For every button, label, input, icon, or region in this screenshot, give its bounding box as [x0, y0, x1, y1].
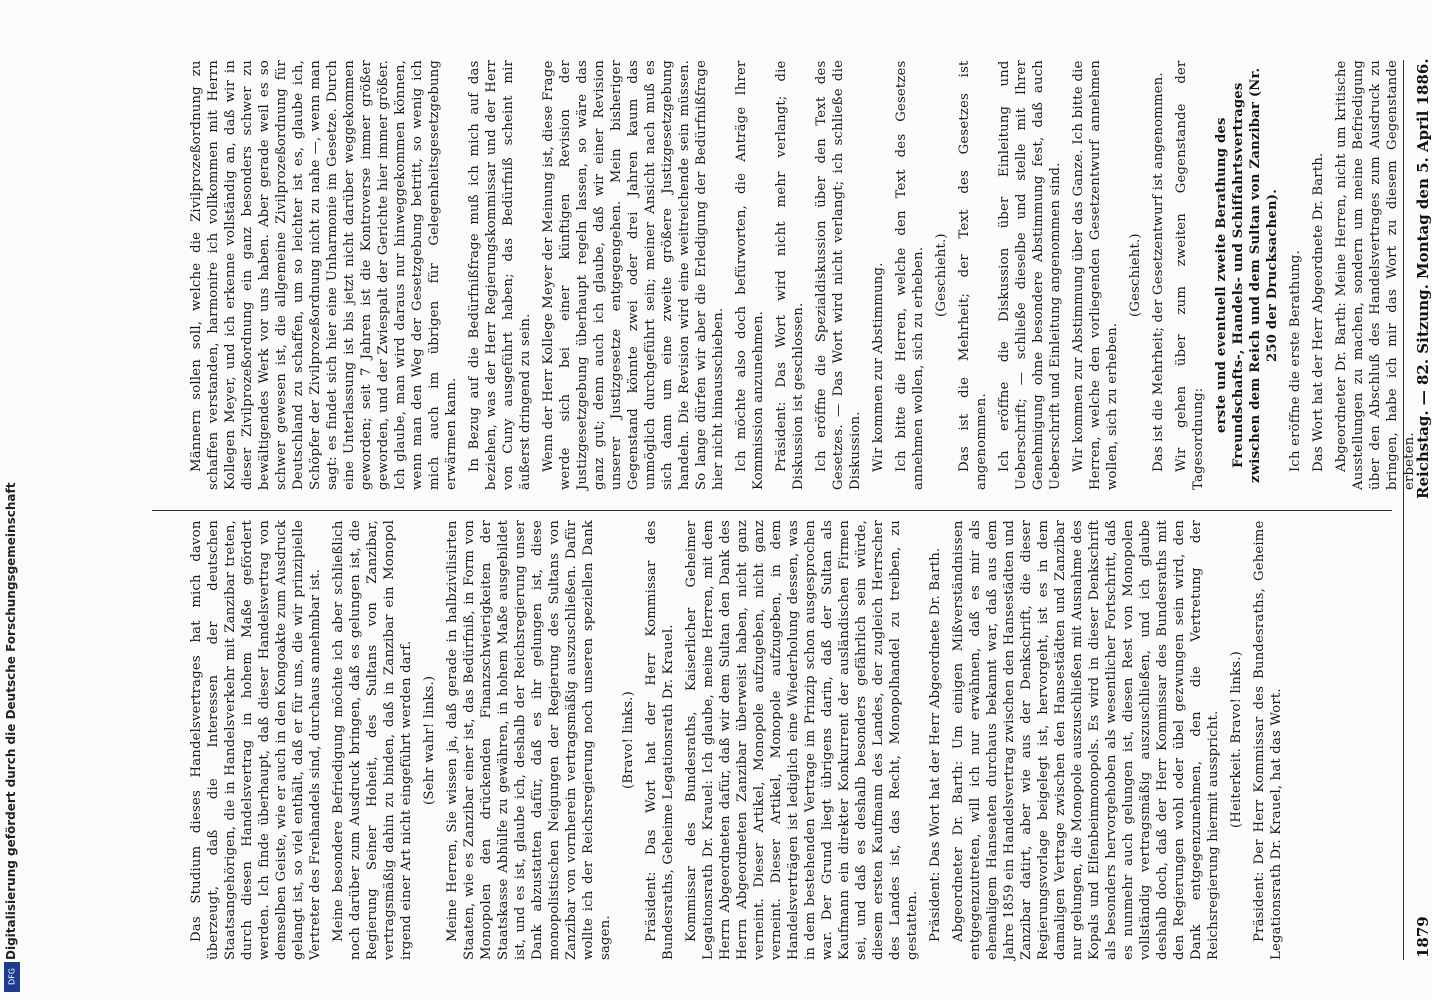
vote-whole: Wir kommen zur Abstimmung über das Ganze. Ich bitte die Herren, welche den vorliegenden Gesetzentwurf annehmen wollen, sich zu erheben. [1071, 60, 1120, 490]
barth-speech-1: Abgeordneter Dr. Barth: Meine Herren, nicht um kritische Ausstellungen zu machen, sondern um meine Befriedigung über den Abschluß des Handelsvertrages zum Ausdruck zu bringen, habe ich mir das Wort zu diesem Gegenstande erbeten. [1334, 60, 1417, 490]
right-column [188, 520, 1388, 960]
right-para-1: Das Studium dieses Handelsvertrages hat mich davon überzeugt, daß die Interessen der deutschen Staatsangehörigen, die in Handelsverkehr mit Zanzibar treten, durch diesen Handelsvertrag in hohem Maße gefördert werden. Ich finde überhaupt, daß dieser Handelsvertrag von demselben Geiste, wie er auch in den Kongoakte zum Ausdruck gelangt ist, so viel enthält, daß er für uns, die wir prinzipielle Vertreter des Freihandels sind, durchaus annehmbar ist. [189, 520, 323, 960]
left-column [188, 60, 1417, 490]
word-barth: Das Wort hat der Herr Abgeordnete Dr. Barth. [1311, 152, 1326, 472]
column-divider [152, 510, 1392, 511]
geschieht-2: (Geschieht.) [1128, 233, 1143, 317]
president-krauel: Präsident: Das Wort hat der Herr Kommissar des Bundesraths, Geheime Legationsrath Dr. Krauel. [644, 520, 676, 960]
applause-2: (Heiterkeit. Bravo! links.) [1229, 651, 1244, 829]
next-item: Wir gehen über zum zweiten Gegenstande der Tagesordnung: [1174, 60, 1206, 490]
einleitung: Ich eröffne die Diskussion über Einleitung und Ueberschrift; — schließe dieselbe und stelle mit Ihrer Genehmigung ohne besondere Abstimmung fest, daß auch Ueberschrift und Einleitung angenommen sind. [997, 60, 1063, 490]
geschieht-1: (Geschieht.) [934, 233, 949, 317]
left-para-2: In Bezug auf die Bedürfnißfrage muß ich mich auf das beziehen, was der Herr Regierungskommissar und der Herr von Cuny ausgeführt haben; das Bedürfniß scheint mir äußerst dringend zu sein. [467, 60, 533, 490]
barth-speech-2: Abgeordneter Dr. Barth: Um einigen Mißverständnissen entgegenzutreten, will ich nur erwähnen, daß es mir als ehemaligem Hanseaten durchaus bekannt war, daß aus dem Jahre 1859 ein Handelsvertrag zwischen den Hansestädten und Zanzibar datirt, aber wie aus der Denkschrift, die dieser Regierungsvorlage beigelegt ist, hervorgeht, ist es in dem damaligen Vertrage zwischen den Hansestädten und Zanzibar nur gelungen, die Monopole auszuschließen mit Ausnahme des Kopals und Elfenbeinmonopols. Es wird in dieser Denkschrift als besonders hervorgehoben als wesentlicher Fortschritt, daß es nunmehr auch gelungen ist, diesen Rest von Monopolen vollständig vertragsmäßig auszuschließen, und ich glaube deshalb doch, daß der Herr Kommissar des Bundesraths mit den Regierungen wohl oder übel gezwungen sein wird, den Dank entgegenzunehmen, den die Vertretung der Reichsregierung hiermit ausspricht. [951, 520, 1221, 960]
bravo-1: (Bravo! links.) [621, 691, 636, 789]
right-para-2: Meine besondere Befriedigung möchte ich aber schließlich noch darüber zum Ausdruck bringen, daß es gelungen ist, die Regierung Seiner Hoheit, des Sultans von Zanzibar, vertragsmäßig dahin zu binden, daß in Zanzibar ein Monopol irgend einer Art nicht eingeführt werden darf. [331, 520, 414, 960]
document-page [80, 40, 1432, 990]
open-first: Ich eröffne die erste Berathung. [1288, 249, 1303, 472]
president-barth: Präsident: Das Wort hat der Herr Abgeordnete Dr. Barth. [928, 547, 943, 942]
president-krauel-2: Präsident: Der Herr Kommissar des Bundesraths, Geheime Legationsrath Dr. Krauel, hat das Wort. [1252, 520, 1284, 960]
left-para-3: Wenn der Herr Kollege Meyer der Meinung ist, diese Frage werde sich bei einer künftigen Revision der Justizgesetzgebung überhaupt regeln lassen, so wäre das ganz gut; denn auch ich glaube, daß wir einer Revision unserer Justizgesetze entgegengehen. Mein bisheriger Gegenstand könnte zwei oder drei Jahren kaum das unmöglich durchgeführt sein; meiner Ansicht nach muß es sich dann um eine zweite größere Justizgesetzgebung handeln. Die Revision wird eine weitreichende sein müssen. So lange dürfen wir aber die Erledigung der Bedürfnißfrage hier nicht hinausschieben. [541, 60, 726, 490]
dfg-logo [4, 962, 20, 992]
agenda-item: erste und eventuell zweite Berathung des Freundschafts-, Handels- und Schiffahrtsvertrages zwischen dem Reich und dem Sultan von Zanzibar (Nr. 250 der Drucksachen). [1214, 67, 1280, 483]
president-close: Präsident: Das Wort wird nicht mehr verlangt; die Diskussion ist geschlossen. [774, 60, 806, 490]
page-number: 1879 [1414, 916, 1432, 958]
krauel-speech: Kommissar des Bundesraths, Kaiserlicher Geheimer Legationsrath Dr. Krauel: Ich glaube, meine Herren, mit dem Herrn Abgeordneten dafür, daß wir dem Sultan den Dank des Herrn Abgeordneten Zanzibar überweist haben, nicht ganz verneint. Dieser Artikel, Monopole aufzugeben, nicht ganz verneint. Dieser Artikel, Monopole aufzugeben, in dem Handelsverträgen ist lediglich eine Wiederholung dessen, was in dem bestehenden Vertrage im Prinzip schon ausgesprochen war. Der Grund liegt übrigens darin, daß der Sultan als Kaufmann ein direkter Konkurrent der ausländischen Firmen sei, und daß es deshalb besonders gefährlich sein würde, diesem ersten Kaufmann des Landes, der zugleich Herrscher des Landes ist, das Recht, Monopolhandel zu treiben, zu gestatten. [684, 520, 920, 960]
majority-1: Das ist die Mehrheit; der Text des Gesetzes ist angenommen. [957, 60, 989, 490]
credit-text: Digitalisierung gefördert durch die Deutsche Forschungsgemeinschaft [4, 482, 18, 960]
digitization-credit [4, 482, 18, 960]
left-para-4: Ich möchte also doch befürworten, die Anträge Ihrer Kommission anzunehmen. [734, 60, 766, 490]
president-vote: Wir kommen zur Abstimmung. [871, 262, 886, 472]
dfg-logo-text: DFG [7, 968, 17, 986]
president-rise: Ich bitte die Herren, welche den Text des Gesetzes annehmen wollen, sich zu erheben. [894, 60, 926, 490]
page-title: Reichstag. — 82. Sitzung. Montag den 5. April 1886. [1414, 58, 1432, 499]
left-para-1: Männern sollen soll, welche die Zivilprozeßordnung zu schaffen verstanden, harmonire ich vollkommen mit Herrn Kollegen Meyer, und ich erkenne vollständig an, daß wir in dieser Zivilprozeßordnung ein ganz besonders schwer zu bewältigendes Werk vor uns haben. Aber gerade weil es so schwer gewesen ist, die allgemeine Zivilprozeßordnung für Deutschland zu schaffen, um so leichter ist es, glaube ich, Schöpfer der Zivilprozeßordnung nicht zu nahe —, wenn man sagt: es findet sich hier eine Unharmonie im Gesetze. Durch eine Unterlassung ist bis jetzt nicht darüber weggekommen geworden; seit 7 Jahren ist die Kontroverse immer größer geworden, und der Zwiespalt der Gerichte hier immer größer. Ich glaube, man wird daraus nur hinweggekommen können, wenn man den Weg der Gesetzgebung betritt, so wenig ich mich auch im übrigen für Gelegenheitsgesetzgebung erwärmen kann. [189, 60, 459, 490]
applause-1: (Sehr wahr! links.) [422, 675, 437, 805]
majority-2: Das ist die Mehrheit; der Gesetzentwurf ist angenommen. [1151, 71, 1166, 472]
right-para-3: Meine Herren, Sie wissen ja, daß gerade in halbzivilisirten Staaten, wie es Zanzibar einer ist, das Bedürfniß, in Form von Monopolen den drückenden Finanzschwierigkeiten der Staatskasse Abhülfe zu gewähren, in hohem Maße ausgebildet ist, und es ist, glaube ich, deshalb der Reichsregierung unser Dank abzustatten dafür, daß es ihr gelungen ist, diese monopolistischen Neigungen der Regierung des Sultans von Zanzibar von vornherein vertragsmäßig auszuschließen. Dafür wollte ich der Reichsregierung noch unseren speziellen Dank sagen. [445, 520, 613, 960]
president-spezial: Ich eröffne die Spezialdiskussion über den Text des Gesetzes. — Das Wort wird nicht verlangt; ich schließe die Diskussion. [814, 60, 863, 490]
